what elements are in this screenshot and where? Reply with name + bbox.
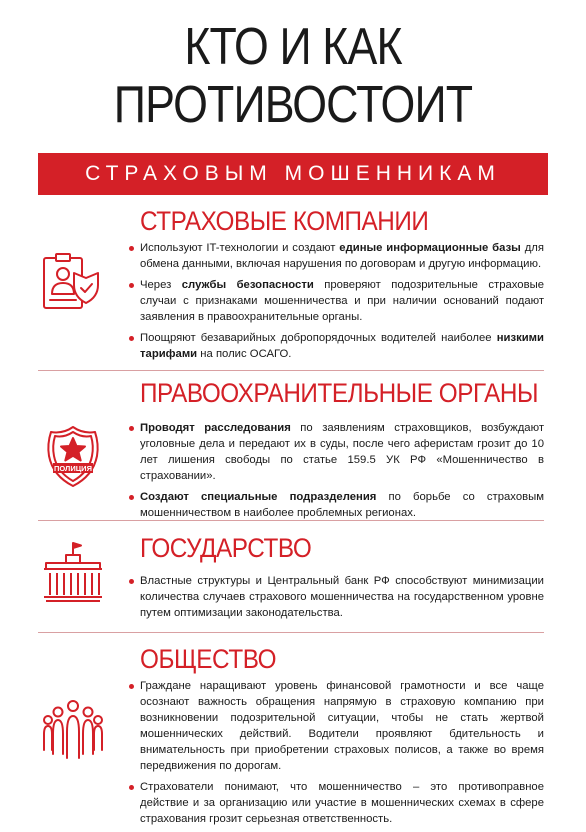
list-item bbox=[128, 277, 544, 325]
bullet-list bbox=[128, 420, 544, 526]
text: на полис ОСАГО. bbox=[197, 348, 292, 360]
text: Через bbox=[140, 279, 182, 291]
divider bbox=[38, 632, 544, 633]
list-item bbox=[128, 779, 544, 827]
people-group-icon bbox=[40, 696, 106, 762]
text: Властные структуры и Центральный банк РФ способствуют минимизации количества случаев страхового мошенничества на государственном уровне путем оптимизации законодательства. bbox=[140, 575, 544, 619]
bullet-list bbox=[128, 678, 544, 832]
id-card-shield-icon bbox=[40, 250, 106, 316]
title-line-2: ПРОТИВОСТОИТ bbox=[113, 76, 473, 134]
title-line-1: КТО И КАК bbox=[184, 18, 402, 76]
text: проверяют подозрительные страховые случаи с признаками мошенничества и при наличии оснований подают заявления в правоохранительные органы. bbox=[140, 279, 544, 323]
government-building-icon bbox=[40, 539, 106, 605]
list-item bbox=[128, 240, 544, 272]
bold-text: низкими тарифами bbox=[140, 332, 544, 360]
divider bbox=[38, 520, 544, 521]
text: Граждане наращивают уровень финансовой грамотности и все чаще осознают важность обращения напрямую в страховую компанию при возникновении подозрительной ситуации, чтобы не стать жертвой мошеннических действий. Водители проявляют бдительность и внимательность при приобретении страховых полисов, а также во время передвижения по дорогам. bbox=[140, 680, 544, 772]
bold-text: Создают специальные подразделения bbox=[140, 491, 377, 503]
text: по заявлениям страховщиков, возбуждают уголовные дела и передают их в суды, после чего аферистам грозит до 10 лет лишения свободы по статье 159.5 УК РФ «Мошенничество в страховании». bbox=[140, 422, 544, 482]
bold-text: единые информационные базы bbox=[339, 242, 521, 254]
text: для обмена данными, включая нарушения по договорам и другую информацию. bbox=[140, 242, 544, 270]
text: Используют IT-технологии и создают bbox=[140, 242, 340, 254]
list-item bbox=[128, 678, 544, 774]
bullet-list bbox=[128, 573, 544, 626]
section-title: ОБЩЕСТВО bbox=[140, 644, 277, 674]
list-item bbox=[128, 330, 544, 362]
list-item bbox=[128, 489, 544, 521]
bullet-list bbox=[128, 240, 544, 367]
text: Страхователи понимают, что мошенничество – это противоправное действие и за организацию или участие в мошеннических схемах в сфере страхования грозит серьезная ответственность. bbox=[140, 781, 544, 825]
subtitle-banner: СТРАХОВЫМ МОШЕННИКАМ bbox=[38, 153, 548, 195]
section-title: ПРАВООХРАНИТЕЛЬНЫЕ ОРГАНЫ bbox=[140, 378, 539, 408]
police-badge-icon bbox=[40, 424, 106, 490]
section-title: СТРАХОВЫЕ КОМПАНИИ bbox=[140, 206, 429, 236]
bold-text: Проводят расследования bbox=[140, 422, 291, 434]
text: Поощряют безаварийных добропорядочных водителей наиболее bbox=[140, 332, 497, 344]
page-title bbox=[41, 18, 545, 134]
list-item bbox=[128, 420, 544, 484]
section-title: ГОСУДАРСТВО bbox=[140, 533, 312, 563]
bold-text: службы безопасности bbox=[181, 279, 314, 291]
badge-label: ПОЛИЦИЯ bbox=[54, 464, 92, 473]
list-item bbox=[128, 573, 544, 621]
text: по борьбе со страховым мошенничеством в наиболее проблемных регионах. bbox=[140, 491, 544, 519]
divider bbox=[38, 370, 544, 371]
